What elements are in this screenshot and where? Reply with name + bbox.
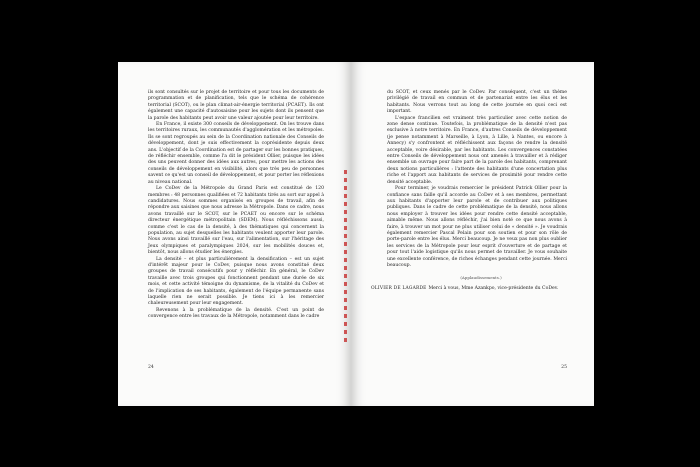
left-page-text (148, 90, 324, 321)
right-page-text (371, 90, 567, 292)
paragraph: La densité – et plus particulièrement la densification – est un sujet d'intérêt majeur pour le CoDev, puisque nous avons constitué deux groupes de travail consécutifs pour y réfléchir. En général, le CoDev travaille avec trois groupes qui fonctionnent pendant une durée de six mois, et cette activité témoigne du dynamisme, de la vitalité du CoDev et de l'implication de ses habitants, également de l'équipe permanente sans laquelle rien ne serait possible. Je tiens ici à les remercier chaleureusement pour leur engagement. (148, 256, 324, 307)
speaker-line (371, 285, 567, 292)
paragraph: En France, il existe 300 conseils de développement. On les trouve dans les territoires ruraux, les communautés d'agglomération et les métropoles. Ils se sont regroupés au sein de la Coordination nationale des Conseils de développement, dont je suis effectivement la coprésidente depuis deux ans. L'objectif de la Coordination est de partager sur les bonnes pratiques, de réfléchir ensemble, comme l'a dit le président Ollier, puisque les idées des uns peuvent donner des idées aux autres, pour mettre les actions des conseils de développement en visibilité, alors que très peu de personnes savent ce qu'est un conseil de développement, et pour porter les réflexions au niveau national. (148, 122, 324, 185)
page-number: 25 (561, 365, 567, 370)
applause-note: (Applaudissements.) (460, 275, 502, 281)
paragraph: ils sont consultés sur le projet de territoire et pour tous les documents de programmation et de planification, tels que le schéma de cohérence territorial (SCOT), ou le plan climat-air-énergie territorial (PCAET). Ils ont également une capacité d'autosaisine pour les sujets dont ils pensent que la parole des habitants peut avoir une valeur ajoutée pour leur territoire. (148, 90, 324, 121)
page-number: 24 (148, 365, 154, 370)
speaker-name: OLIVIER DE LAGARDE (371, 285, 427, 291)
paragraph: Pour terminer, je voudrais remercier le président Patrick Ollier pour la confiance sans faille qu'il accorde au CoDev et à ses membres, permettant aux habitants d'apporter leur parole et de contribuer aux politiques publiques. Dans le cadre de cette problématique de la densité, nous allons nous employer à trouver les idées pour rendre cette densité acceptable, aimable même. Nous allons réfléchir, j'ai bien noté ce que nous avons à faire, à trouver un mot pour ne plus utiliser celui de « densité ». Je voudrais également remercier Pascal Pelain pour son soutien et pour son rôle de porte-parole entre les élus. Merci beaucoup. Je ne veux pas non plus oublier les services de la Métropole pour leur esprit d'ouverture et de partage et pour tout l'aide logistique qu'ils nous permet de travailler. Je vous souhaite une excellente conférence, de riches échanges pendant cette journée. Merci beaucoup. (387, 186, 567, 268)
right-page (351, 62, 594, 406)
paragraph: Revenons à la problématique de la densité. C'est un point de convergence entre les travaux de la Métropole, notamment dans le cadre (148, 307, 324, 320)
paragraph: du SCOT, et ceux menés par le CoDev. Par conséquent, c'est un thème privilégié de travail en commun et de partenariat entre les élus et les habitants. Nous verrons tout au long de cette journée en quoi ceci est important. (387, 90, 567, 115)
red-stitching (344, 170, 347, 346)
left-page (118, 62, 351, 406)
speaker-text: Merci à vous, Mme Azankpo, vice-présidente du CoDev. (428, 285, 559, 291)
paragraph: Le CoDev de la Métropole du Grand Paris est constitué de 120 membres : 48 personnes qualifiées et 72 habitants tirés au sort sur appel à candidatures. Nous sommes organisés en groupes de travail, afin de répondre aux saisines que nous adresse la Métropole. Dans ce cadre, nous avons travaillé sur le SCOT, sur le PCAET ou encore sur le schéma directeur énergétique métropolitain (SDEM). Nous réfléchissons aussi, comme c'est le cas de la densité, à des thématiques qui concernent la population, au sujet desquelles les habitants veulent apporter leur parole. Nous avons ainsi travaillé sur l'eau, sur l'alimentation, sur l'héritage des Jeux olympiques et paralympiques 2024, sur les mobilités douces et, bientôt, nous allons étudier les énergies. (148, 186, 324, 256)
open-book (118, 62, 594, 406)
paragraph: L'espace francilien est vraiment très particulier avec cette notion de zone dense continue. Toutefois, la problématique de la densité n'est pas exclusive à notre territoire. En France, d'autres Conseils de développement (je pense notamment à Marseille, à Lyon, à Lille, à Nantes, ou encore à Annecy) s'y confrontent et réfléchissent aux façons de rendre la densité acceptable, voire désirable, par les habitants. Les convergences constatées entre Conseils de développement nous ont amenés à travailler et à rédiger ensemble un ouvrage pour faire part de la parole des habitants, comprenant deux notions particulières : l'attente des habitants d'une concertation plus riche et l'apport aux habitants de services de proximité pour rendre cette densité acceptable. (387, 115, 567, 185)
